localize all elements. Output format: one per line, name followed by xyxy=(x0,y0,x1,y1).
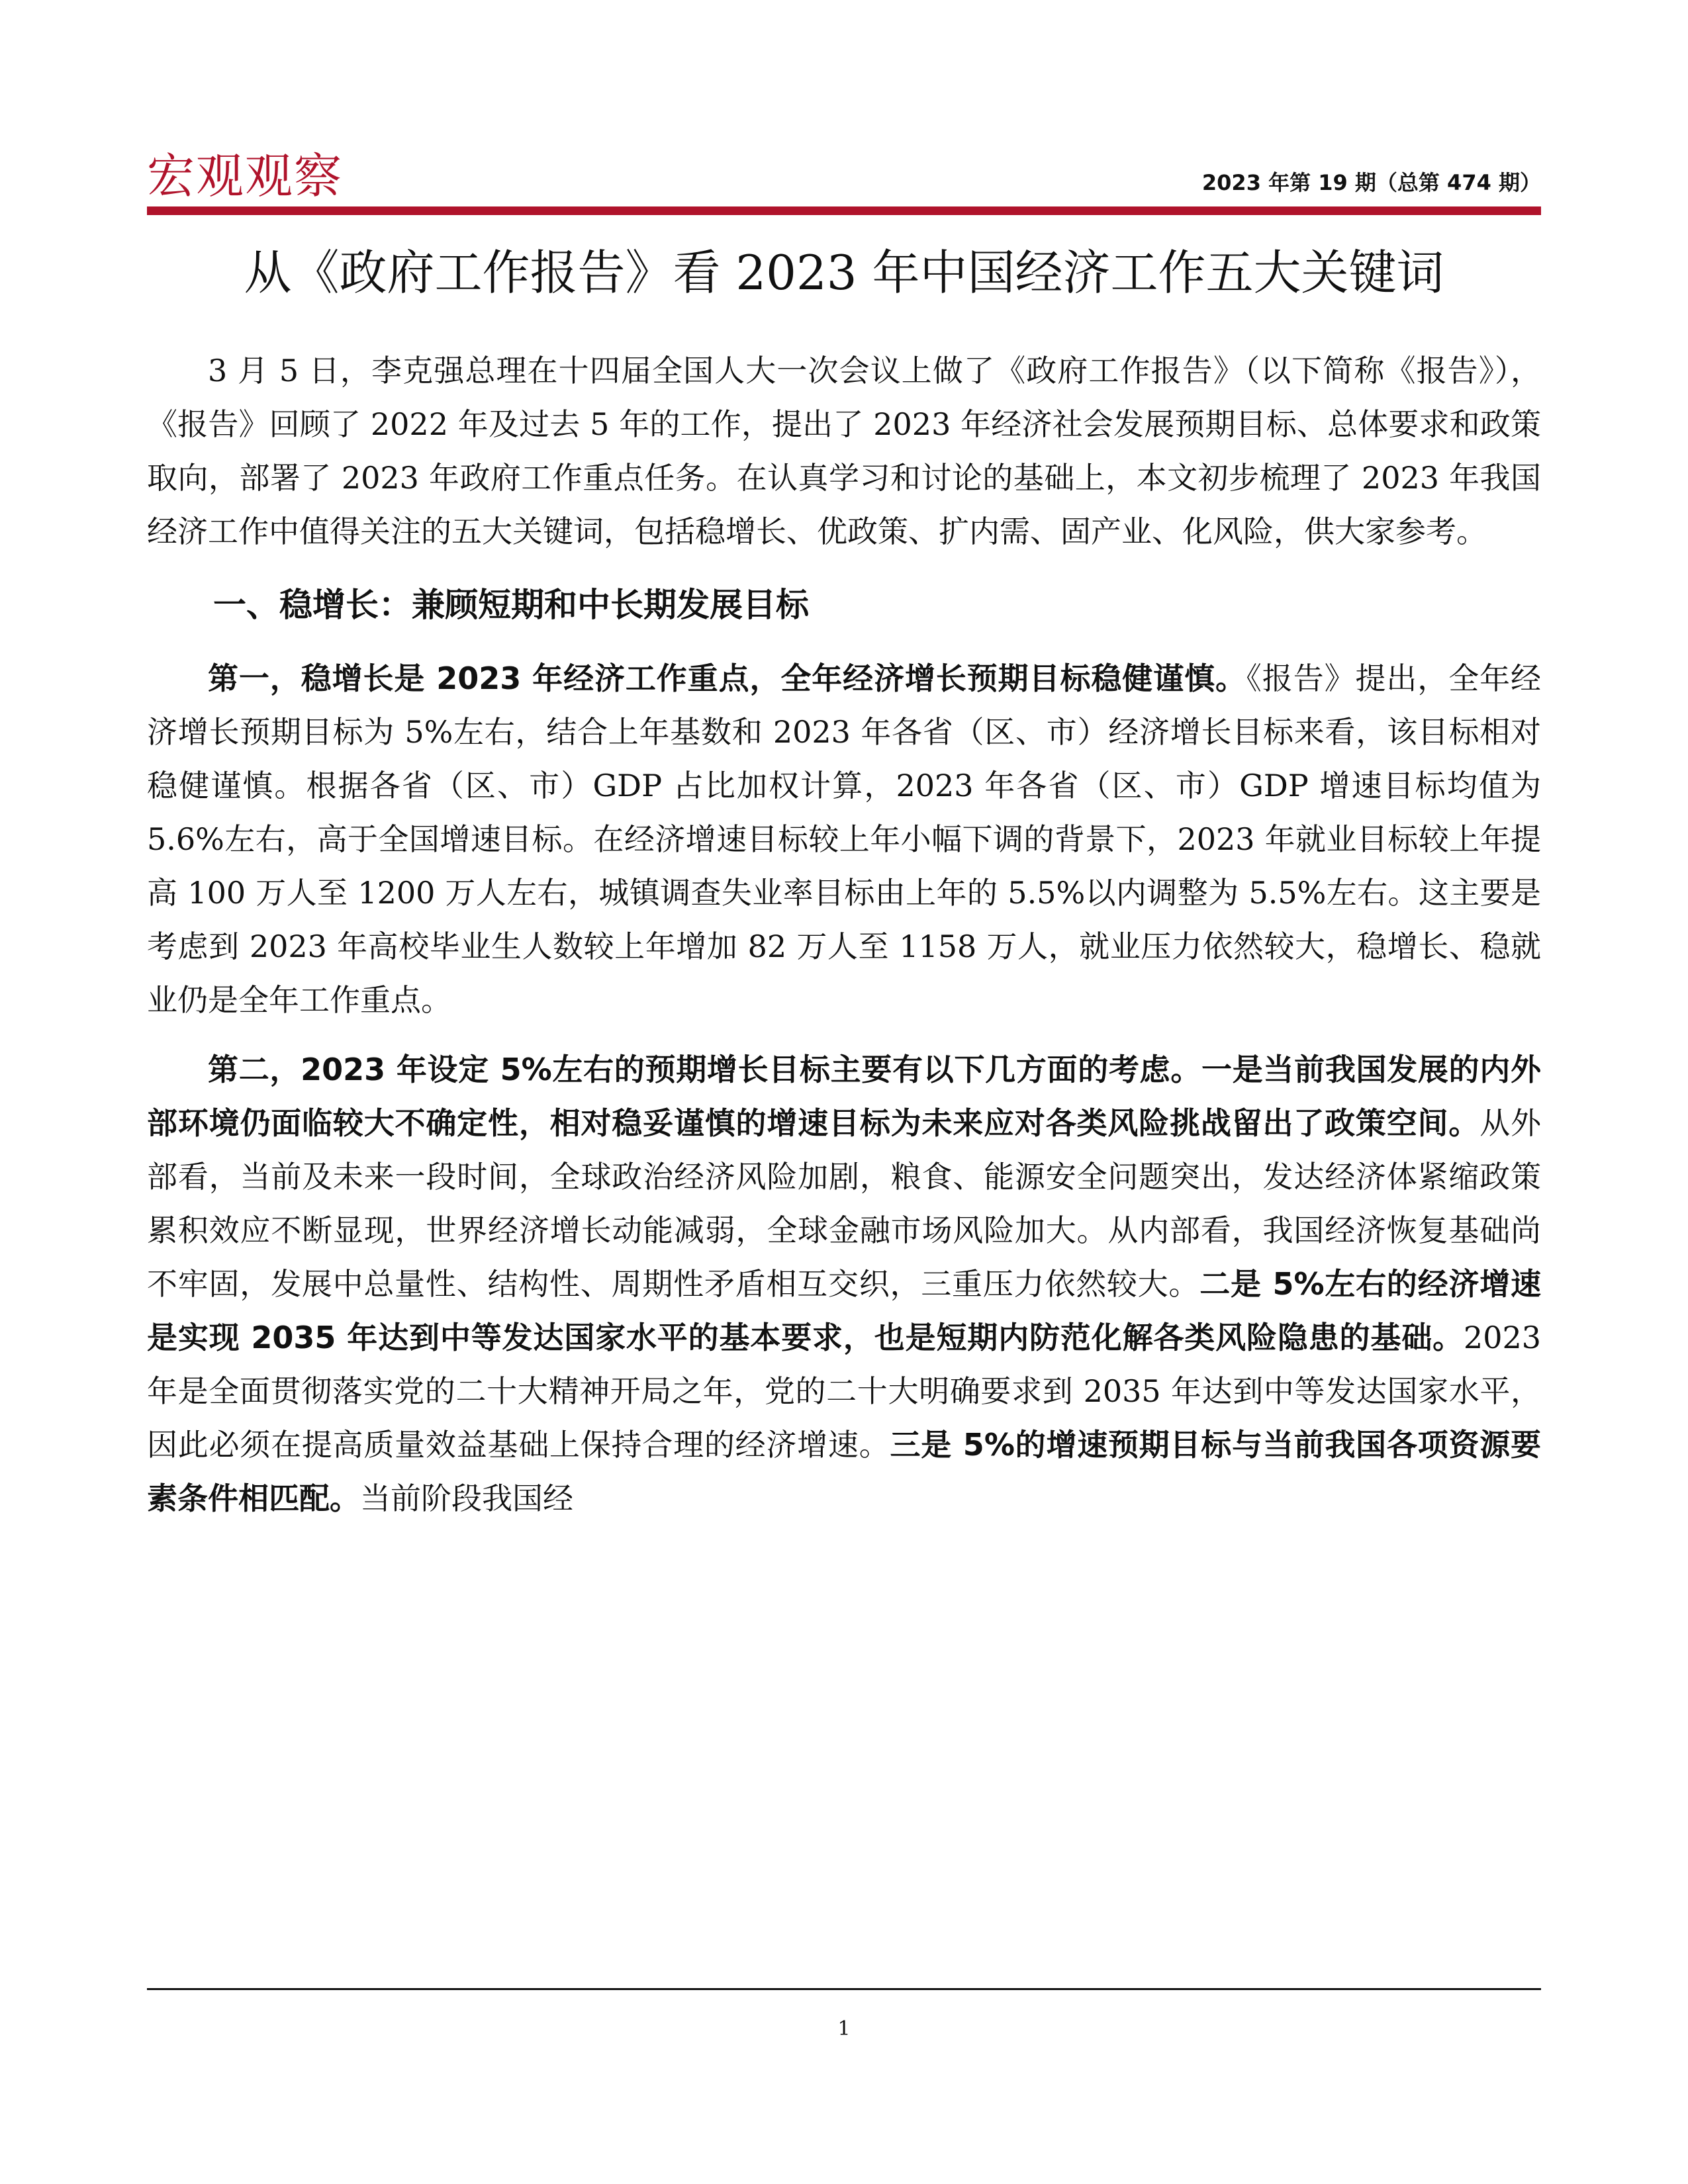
intro-paragraph: 3 月 5 日，李克强总理在十四届全国人大一次会议上做了《政府工作报告》（以下简称《报告》），《报告》回顾了 2022 年及过去 5 年的工作，提出了 2023 年经济社会发展预期目标、总体要求和政策取向，部署了 2023 年政府工作重点任务。在认真学习和讨论的基础上，本文初步梳理了 2023 年我国经济工作中值得关注的五大关键词，包括稳增长、优政策、扩内需、固产业、化风险，供大家参考。 xyxy=(147,353,1541,549)
paragraph-1-lead: 第一，稳增长是 2023 年经济工作重点，全年经济增长预期目标稳健谨慎。 xyxy=(208,660,1246,696)
paragraph-2-lead-2: 二是 5%左右的经济增速是实现 2035 年达到中等发达国家水平的基本要求，也是短期内防范化解各类风险隐患的基础。 xyxy=(147,1266,1541,1355)
footer-divider xyxy=(147,1988,1541,1990)
paragraph-2-text-3: 当前阶段我国经 xyxy=(360,1480,573,1516)
paragraph-2-text-1: 从外部看，当前及未来一段时间，全球政治经济风险加剧，粮食、能源安全问题突出，发达经济体紧缩政策累积效应不断显现，世界经济增长动能减弱，全球金融市场风险加大。从内部看，我国经济恢复基础尚不牢固，发展中总量性、结构性、周期性矛盾相互交织，三重压力依然较大。 xyxy=(147,1105,1542,1302)
document-title: 从《政府工作报告》看 2023 年中国经济工作五大关键词 xyxy=(244,245,1444,300)
paragraph-2 xyxy=(147,1043,1541,1525)
page-number: 1 xyxy=(837,2017,851,2040)
section-heading-1: 一、稳增长：兼顾短期和中长期发展目标 xyxy=(213,586,809,624)
header-divider xyxy=(147,206,1541,215)
paragraph-2-text-2: 2023 年是全面贯彻落实党的二十大精神开局之年，党的二十大明确要求到 2035 年达到中等发达国家水平，因此必须在提高质量效益基础上保持合理的经济增速。 xyxy=(147,1320,1541,1463)
document-body xyxy=(147,344,1541,1525)
paragraph-2-lead: 第二，2023 年设定 5%左右的预期增长目标主要有以下几方面的考虑。一是当前我国发展的内外部环境仍面临较大不确定性，相对稳妥谨慎的增速目标为未来应对各类风险挑战留出了政策空间。 xyxy=(147,1052,1541,1141)
paragraph-1 xyxy=(147,652,1541,1027)
paragraph-1-text: 《报告》提出，全年经济增长预期目标为 5%左右，结合上年基数和 2023 年各省（区、市）经济增长目标来看，该目标相对稳健谨慎。根据各省（区、市）GDP 占比加权计算，2023 年各省（区、市）GDP 增速目标均值为 5.6%左右，高于全国增速目标。在经济增速目标较上年小幅下调的背景下，2023 年就业目标较上年提高 100 万人至 1200 万人左右，城镇调查失业率目标由上年的 5.5%以内调整为 5.5%左右。这主要是考虑到 2023 年高校毕业生人数较上年增加 82 万人至 1158 万人，就业压力依然较大，稳增长、稳就业仍是全年工作重点。 xyxy=(147,660,1541,1018)
publication-brand: 宏观观察 xyxy=(147,148,344,204)
paragraph-2-lead-3: 三是 5%的增速预期目标与当前我国各项资源要素条件相匹配。 xyxy=(147,1427,1541,1516)
issue-number: 2023 年第 19 期（总第 474 期） xyxy=(1201,170,1541,195)
